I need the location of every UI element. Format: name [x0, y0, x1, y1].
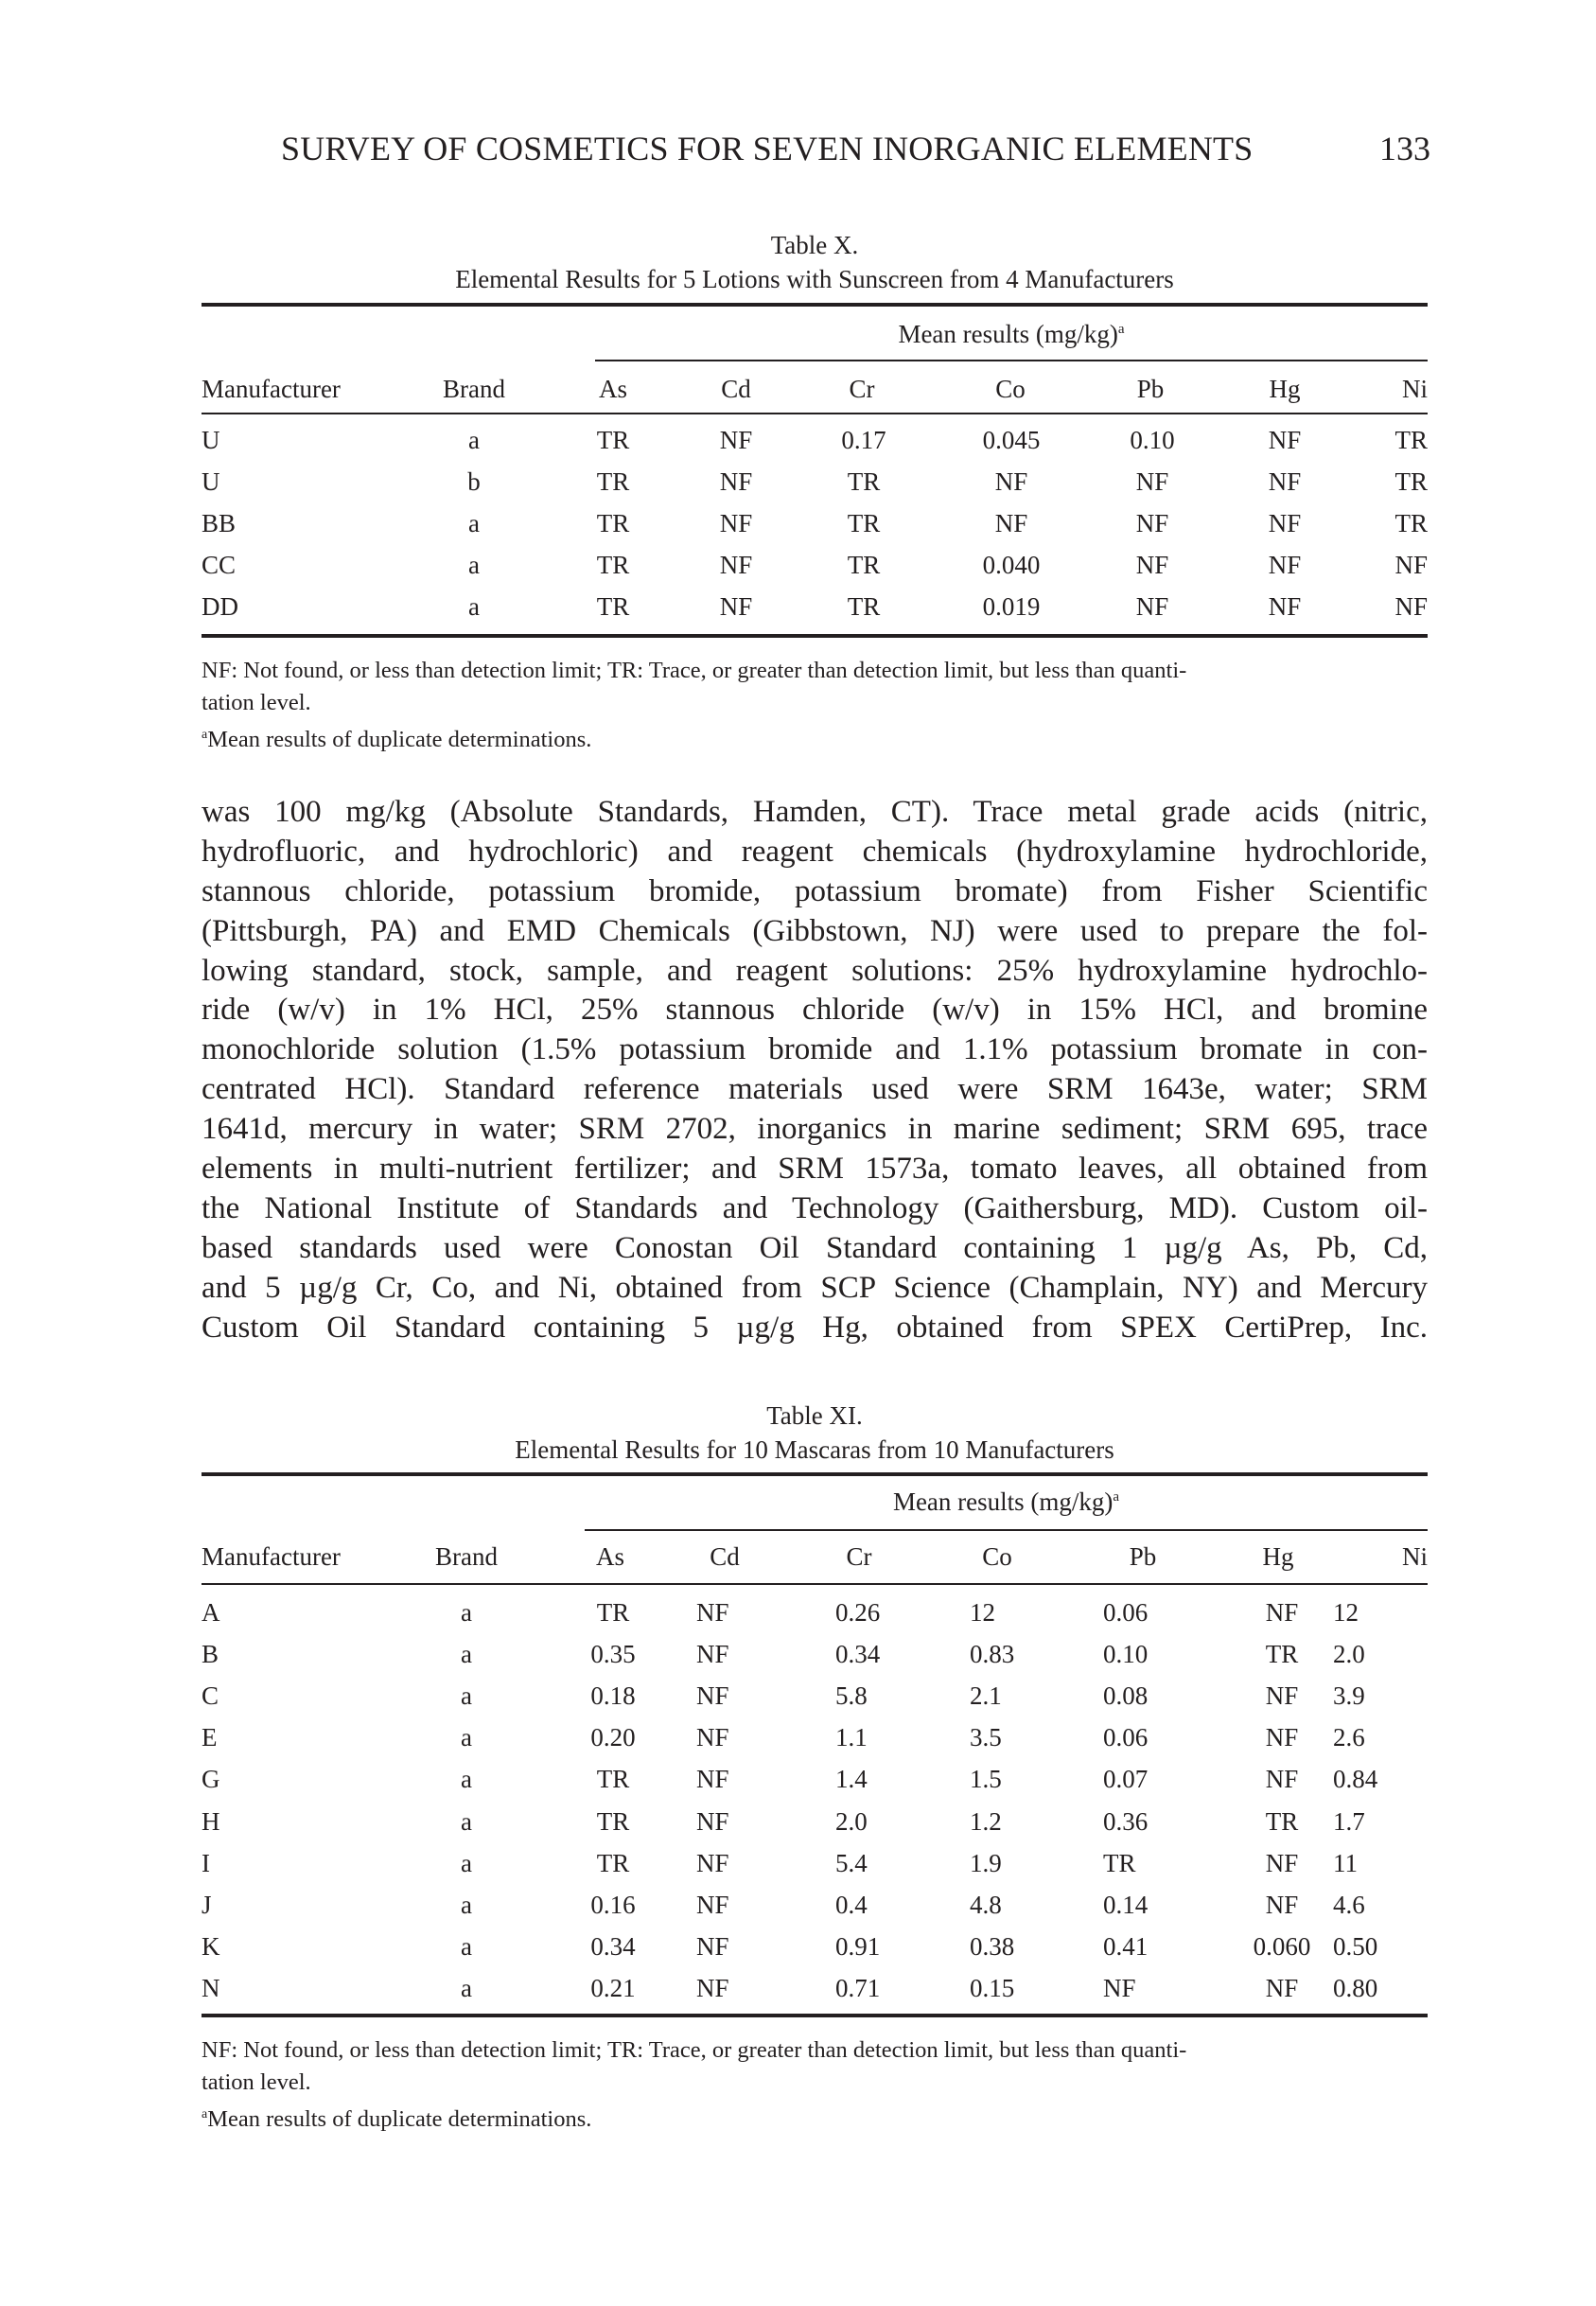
cell-cd: NF: [719, 551, 753, 579]
table-xi-spanner-note: a: [1113, 1489, 1120, 1505]
body-line: hydrofluoric, and hydrochloric) and reagent chemicals (hydroxylamine hydrochloride,: [202, 834, 1428, 869]
cell-co: 0.38: [970, 1931, 1015, 1961]
body-line: the National Institute of Standards and Technology (Gaithersburg, MD). Custom oil-: [202, 1190, 1428, 1225]
cell-hg: 0.060: [1253, 1931, 1311, 1961]
body-line: and 5 µg/g Cr, Co, and Ni, obtained from SCP Science (Champlain, NY) and Mercury: [202, 1270, 1428, 1305]
cell-pb: 0.07: [1103, 1765, 1149, 1794]
table-x-footnote-line1: NF: Not found, or less than detection limit; TR: Trace, or greater than detection limit, but less than quanti-: [202, 658, 1187, 683]
cell-ni: 11: [1333, 1848, 1358, 1877]
cell-co: 2.1: [970, 1681, 1002, 1711]
body-line: was 100 mg/kg (Absolute Standards, Hamden, CT). Trace metal grade acids (nitric,: [202, 795, 1428, 829]
cell-manufacturer: K: [202, 1931, 220, 1961]
cell-cr: 0.26: [835, 1598, 881, 1627]
column-header-hg: Hg: [1262, 1542, 1294, 1571]
cell-co: 0.019: [982, 592, 1041, 621]
cell-cd: NF: [696, 1890, 729, 1919]
table-xi-footnote-a: [202, 2099, 1428, 2136]
table-row: [202, 1891, 1428, 1923]
cell-pb: 0.08: [1103, 1681, 1149, 1711]
body-line: (Pittsburgh, PA) and EMD Chemicals (Gibbstown, NJ) were used to prepare the fol-: [202, 913, 1428, 948]
cell-as: 0.34: [590, 1931, 636, 1961]
cell-co: 0.040: [982, 551, 1041, 579]
cell-co: 4.8: [970, 1890, 1002, 1919]
cell-pb: 0.06: [1103, 1723, 1149, 1752]
page-number: 133: [1379, 130, 1430, 167]
cell-cd: NF: [719, 467, 753, 496]
table-x-header-row: [202, 375, 1428, 407]
body-line: monochloride solution (1.5% potassium bromide and 1.1% potassium bromate in con-: [202, 1032, 1428, 1067]
cell-manufacturer: I: [202, 1848, 210, 1877]
table-x-spanner: [595, 320, 1428, 349]
cell-cd: NF: [696, 1765, 729, 1794]
table-xi-spanner-text: Mean results (mg/kg): [892, 1487, 1114, 1516]
cell-hg: NF: [1265, 1848, 1299, 1877]
cell-ni: 2.6: [1333, 1723, 1365, 1752]
table-row: [202, 551, 1428, 583]
body-line: ride (w/v) in 1% HCl, 25% stannous chloride (w/v) in 15% HCl, and bromine: [202, 993, 1428, 1028]
cell-cr: 0.34: [835, 1640, 881, 1669]
table-x-header-rule: [202, 413, 1428, 414]
cell-cd: NF: [696, 1848, 729, 1877]
cell-ni: TR: [1394, 509, 1428, 537]
cell-brand: a: [461, 1598, 472, 1627]
table-x-label: Table X.: [770, 231, 859, 259]
cell-hg: NF: [1268, 509, 1302, 537]
cell-cr: 5.4: [835, 1848, 868, 1877]
table-xi-footnote-line1: NF: Not found, or less than detection limit; TR: Trace, or greater than detection limit, but less than quanti-: [202, 2037, 1187, 2063]
cell-cr: TR: [847, 551, 881, 579]
column-header-co: Co: [982, 1542, 1012, 1571]
cell-pb: 0.36: [1103, 1806, 1149, 1836]
cell-brand: a: [461, 1681, 472, 1711]
table-x-spanner-text: Mean results (mg/kg): [898, 320, 1118, 348]
cell-cr: TR: [847, 467, 881, 496]
cell-hg: NF: [1268, 426, 1302, 454]
cell-manufacturer: B: [202, 1640, 219, 1669]
cell-ni: 0.50: [1333, 1931, 1378, 1961]
table-x-top-rule: [202, 303, 1428, 307]
cell-hg: NF: [1268, 592, 1302, 621]
cell-pb: NF: [1135, 551, 1169, 579]
cell-brand: a: [461, 1973, 472, 2002]
cell-co: 0.045: [982, 426, 1041, 454]
cell-brand: a: [461, 1640, 472, 1669]
cell-pb: NF: [1135, 467, 1169, 496]
cell-as: TR: [596, 1806, 630, 1836]
cell-as: TR: [596, 509, 630, 537]
cell-co: NF: [994, 509, 1028, 537]
body-line: lowing standard, stock, sample, and reagent solutions: 25% hydroxylamine hydrochlo-: [202, 953, 1428, 988]
cell-cd: NF: [696, 1723, 729, 1752]
cell-ni: 1.7: [1333, 1806, 1365, 1836]
cell-hg: NF: [1265, 1890, 1299, 1919]
cell-cd: NF: [719, 509, 753, 537]
cell-co: 1.9: [970, 1848, 1002, 1877]
cell-manufacturer: J: [202, 1890, 212, 1919]
table-xi-spanner: [585, 1487, 1428, 1517]
table-xi-header-rule: [202, 1583, 1428, 1585]
cell-hg: NF: [1265, 1681, 1299, 1711]
column-header-manufacturer: Manufacturer: [202, 1542, 341, 1571]
cell-as: 0.16: [590, 1890, 636, 1919]
cell-as: TR: [596, 426, 630, 454]
cell-ni: 0.80: [1333, 1973, 1378, 2002]
cell-manufacturer: CC: [202, 551, 237, 579]
column-header-pb: Pb: [1129, 1542, 1157, 1571]
column-header-pb: Pb: [1136, 375, 1165, 403]
table-xi-caption: Elemental Results for 10 Mascaras from 10 Manufacturers: [515, 1435, 1114, 1464]
cell-ni: 0.84: [1333, 1765, 1378, 1794]
column-header-cd: Cd: [710, 1542, 740, 1571]
cell-pb: 0.41: [1103, 1931, 1149, 1961]
cell-cd: NF: [719, 426, 753, 454]
cell-co: 0.15: [970, 1973, 1015, 2002]
cell-cr: TR: [847, 509, 881, 537]
cell-manufacturer: H: [202, 1806, 220, 1836]
table-row: [202, 1974, 1428, 2006]
cell-pb: 0.10: [1130, 426, 1175, 454]
table-row: [202, 1640, 1428, 1672]
cell-hg: NF: [1268, 467, 1302, 496]
cell-brand: a: [461, 1806, 472, 1836]
cell-brand: b: [467, 467, 481, 496]
cell-hg: TR: [1265, 1806, 1299, 1836]
cell-ni: 4.6: [1333, 1890, 1365, 1919]
body-line: centrated HCl). Standard reference materials used were SRM 1643e, water; SRM: [202, 1072, 1428, 1107]
table-x-footnote-a-text: Mean results of duplicate determinations.: [207, 727, 592, 753]
table-row: [202, 1807, 1428, 1840]
table-x-footnote-a-mark: a: [202, 728, 208, 742]
cell-manufacturer: DD: [202, 592, 238, 621]
body-line: 1641d, mercury in water; SRM 2702, inorganics in marine sediment; SRM 695, trace: [202, 1112, 1428, 1147]
table-row: [202, 1849, 1428, 1881]
table-x-spanner-note: a: [1117, 322, 1125, 337]
cell-cr: 5.8: [835, 1681, 868, 1711]
cell-cd: NF: [719, 592, 753, 621]
table-row: [202, 592, 1428, 625]
cell-as: TR: [596, 467, 630, 496]
cell-cr: 2.0: [835, 1806, 868, 1836]
table-row: [202, 1681, 1428, 1714]
table-x-bottom-rule: [202, 634, 1428, 638]
cell-pb: NF: [1135, 592, 1169, 621]
cell-hg: TR: [1265, 1640, 1299, 1669]
cell-ni: TR: [1394, 426, 1428, 454]
table-xi-bottom-rule: [202, 2014, 1428, 2017]
cell-manufacturer: U: [202, 426, 220, 454]
table-xi-header-row: [202, 1542, 1428, 1575]
table-row: [202, 1598, 1428, 1630]
body-line: based standards used were Conostan Oil Standard containing 1 µg/g As, Pb, Cd,: [202, 1230, 1428, 1265]
cell-ni: NF: [1394, 592, 1428, 621]
cell-ni: 12: [1333, 1598, 1359, 1627]
cell-as: 0.20: [590, 1723, 636, 1752]
table-x-spanner-rule: [595, 360, 1428, 361]
cell-hg: NF: [1265, 1723, 1299, 1752]
cell-brand: a: [468, 426, 480, 454]
cell-co: 3.5: [970, 1723, 1002, 1752]
column-header-cd: Cd: [721, 375, 751, 403]
table-row: [202, 1723, 1428, 1755]
cell-pb: 0.10: [1103, 1640, 1149, 1669]
cell-as: TR: [596, 1848, 630, 1877]
cell-hg: NF: [1265, 1973, 1299, 2002]
table-xi-footnote-a-text: Mean results of duplicate determinations.: [207, 2106, 592, 2133]
cell-manufacturer: A: [202, 1598, 220, 1627]
body-line: stannous chloride, potassium bromide, potassium bromate) from Fisher Scientific: [202, 873, 1428, 908]
table-row: [202, 426, 1428, 458]
cell-cd: NF: [696, 1973, 729, 2002]
cell-as: 0.18: [590, 1681, 636, 1711]
cell-as: TR: [596, 551, 630, 579]
cell-cr: 0.91: [835, 1931, 881, 1961]
cell-co: 0.83: [970, 1640, 1015, 1669]
running-head-title: SURVEY OF COSMETICS FOR SEVEN INORGANIC ELEMENTS: [281, 130, 1254, 167]
table-xi-footnote-line2: tation level.: [202, 2069, 311, 2095]
cell-ni: 2.0: [1333, 1640, 1365, 1669]
column-header-as: As: [595, 1542, 624, 1571]
cell-ni: NF: [1394, 551, 1428, 579]
cell-ni: TR: [1394, 467, 1428, 496]
column-header-cr: Cr: [846, 1542, 872, 1571]
table-row: [202, 509, 1428, 541]
table-xi-footnote-abbrev: [202, 2034, 1428, 2099]
cell-brand: a: [468, 592, 480, 621]
cell-pb: NF: [1135, 509, 1169, 537]
cell-as: TR: [596, 592, 630, 621]
cell-manufacturer: U: [202, 467, 220, 496]
column-header-cr: Cr: [849, 375, 875, 403]
cell-brand: a: [461, 1848, 472, 1877]
table-x-footnote-line2: tation level.: [202, 690, 311, 715]
column-header-co: Co: [995, 375, 1026, 403]
body-line: elements in multi-nutrient fertilizer; and SRM 1573a, tomato leaves, all obtained from: [202, 1152, 1428, 1187]
cell-cr: 1.4: [835, 1765, 868, 1794]
table-x-footnote-a: [202, 719, 1428, 756]
column-header-ni: Ni: [1402, 375, 1428, 403]
cell-as: TR: [596, 1765, 630, 1794]
cell-cd: NF: [696, 1598, 729, 1627]
cell-cr: 0.17: [841, 426, 886, 454]
table-x: [202, 227, 1428, 757]
cell-co: 1.2: [970, 1806, 1002, 1836]
cell-cr: 0.4: [835, 1890, 868, 1919]
cell-ni: 3.9: [1333, 1681, 1365, 1711]
cell-brand: a: [461, 1931, 472, 1961]
cell-cr: 1.1: [835, 1723, 868, 1752]
table-xi-top-rule: [202, 1472, 1428, 1476]
cell-hg: NF: [1265, 1598, 1299, 1627]
cell-manufacturer: N: [202, 1973, 220, 2002]
cell-co: 12: [970, 1598, 995, 1627]
cell-as: 0.21: [590, 1973, 636, 2002]
cell-hg: NF: [1265, 1765, 1299, 1794]
table-x-caption: Elemental Results for 5 Lotions with Sunscreen from 4 Manufacturers: [455, 265, 1174, 293]
cell-cd: NF: [696, 1931, 729, 1961]
cell-co: NF: [994, 467, 1028, 496]
cell-brand: a: [461, 1723, 472, 1752]
cell-hg: NF: [1268, 551, 1302, 579]
cell-as: TR: [596, 1598, 630, 1627]
table-xi-footnote-a-mark: a: [202, 2107, 208, 2121]
cell-manufacturer: G: [202, 1765, 220, 1794]
table-xi-label: Table XI.: [766, 1401, 863, 1430]
table-x-footnote-abbrev: [202, 655, 1428, 719]
table-row: [202, 467, 1428, 500]
table-row: [202, 1932, 1428, 1964]
cell-brand: a: [461, 1765, 472, 1794]
body-paragraph: [202, 793, 1428, 1347]
cell-brand: a: [468, 551, 480, 579]
cell-pb: TR: [1103, 1848, 1136, 1877]
cell-co: 1.5: [970, 1765, 1002, 1794]
cell-pb: NF: [1103, 1973, 1136, 2002]
cell-cd: NF: [696, 1640, 729, 1669]
column-header-hg: Hg: [1269, 375, 1301, 403]
cell-manufacturer: C: [202, 1681, 219, 1711]
table-row: [202, 1765, 1428, 1797]
cell-pb: 0.06: [1103, 1598, 1149, 1627]
cell-manufacturer: E: [202, 1723, 218, 1752]
cell-manufacturer: BB: [202, 509, 237, 537]
column-header-manufacturer: Manufacturer: [202, 375, 341, 403]
cell-cd: NF: [696, 1806, 729, 1836]
table-xi-spanner-rule: [585, 1529, 1428, 1531]
cell-brand: a: [461, 1890, 472, 1919]
table-xi: [202, 1398, 1428, 2155]
cell-as: 0.35: [590, 1640, 636, 1669]
cell-cd: NF: [696, 1681, 729, 1711]
cell-pb: 0.14: [1103, 1890, 1149, 1919]
column-header-brand: Brand: [435, 1542, 498, 1571]
column-header-brand: Brand: [443, 375, 505, 403]
cell-cr: 0.71: [835, 1973, 881, 2002]
body-line: Custom Oil Standard containing 5 µg/g Hg, obtained from SPEX CertiPrep, Inc.: [202, 1310, 1428, 1345]
cell-brand: a: [468, 509, 480, 537]
cell-cr: TR: [847, 592, 881, 621]
column-header-ni: Ni: [1402, 1542, 1428, 1571]
column-header-as: As: [598, 375, 627, 403]
